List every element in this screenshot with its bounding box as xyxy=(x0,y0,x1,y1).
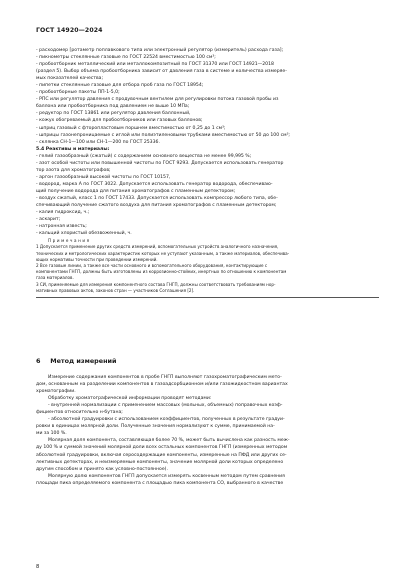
text-line: ми за 100 %. xyxy=(36,431,67,437)
text-line: - азот особой чистоты или повышенной чистоты по ГОСТ 9293. Допускается использовать генератор xyxy=(36,160,284,166)
text-line: баллона или пробоотборника под давлением не выше 10 МПа; xyxy=(36,104,190,110)
text-line: хроматографии. xyxy=(36,389,76,395)
section-divider xyxy=(36,297,379,298)
text-line: - расходомер [ротаметр поплавкового типа или электронный регулятор (измеритель) расхода газа]; xyxy=(36,48,284,53)
text-line: - шприц газовый с фторопластовым поршнем вместимостью от 0,25 до 1 см³; xyxy=(36,125,226,131)
text-line: - пикнометры стеклянные газовые по ГОСТ 22524 вместимостью 100 см³; xyxy=(36,55,216,61)
text-line: лективных детекторах, и неизмеряемые компоненты, значение молярной доли которых определено xyxy=(36,459,284,465)
text-line: - аргон газообразный высокой чистоты по ГОСТ 10157, xyxy=(36,174,171,180)
text-line: спечивающий получение сжатого воздуха для питания хроматографов с пламенным детектором; xyxy=(36,203,277,209)
text-line: - РПС или регулятор давления с продувочным вентилем для регулировки потока газовой пробы из xyxy=(36,97,279,103)
section-heading xyxy=(36,357,116,365)
text-line: - шприцы газонепроницаемые с иглой или полиэтиленовыми трубками вместимостью от 50 до 100 см³; xyxy=(36,132,290,138)
subsection-heading: 5.4 Реактивы и материалы: xyxy=(36,146,110,152)
text-line: Измерение содержания компонентов в пробе ГНГП выполняют газохроматографическим мето- xyxy=(48,375,282,380)
text-line: - кожух обогреваемый для пробоотборников или газовых баллонов; xyxy=(36,118,203,124)
text-line: площади пика определяемого компонента с площадью пика компонента СО, выбранного в качестве xyxy=(36,480,284,486)
text-line: другим способом и принято как условно-постоянное). xyxy=(36,466,168,472)
text-line: щий получение водорода для питания хроматографов с пламенным детектором; xyxy=(36,188,236,194)
text-line: Обработку хроматографической информации проводят методами: xyxy=(48,396,212,402)
text-line: ровки в единицах молярной доли. Полученные значения нормализуют к сумме, принимаемой на- xyxy=(36,424,275,430)
text-line: - абсолютной градуировки с использованием коэффициентов, полученных в результате градуи- xyxy=(48,417,285,423)
text-line: абсолютной градуировки, включая серосодержащие компоненты, измеренные на ПФД или других се- xyxy=(36,452,287,458)
note-line: газа материалов. xyxy=(36,275,74,281)
text-line: (раздел 5). Выбор объема пробоотборника зависит от давления газа в системе и количества измеряе- xyxy=(36,69,287,75)
text-line: - водород, марка А по ГОСТ 3022. Допускается использовать генератор водорода, обеспечиваю- xyxy=(36,181,273,187)
text-line: - пробоотборные пакеты ПП-1-5,0; xyxy=(36,90,120,96)
body-text-top xyxy=(36,47,379,300)
notes-title: Примечания xyxy=(48,238,91,244)
text-line: - кальций хлористый обезвоженный, ч. xyxy=(36,231,132,237)
note-line: мативных правовых актов, законов стран — участников Соглашения [2]. xyxy=(36,287,195,293)
text-line: - гелий газообразный (сжатый) с содержанием основного вещества не менее 99,995 %; xyxy=(36,153,252,159)
note-line: компонентами ГНГП, должны быть изготовлены из коррозионно-стойких, инертных по отношению к компонентам xyxy=(36,269,287,275)
note-line: 2 Все газовые линии, а также все части основного и вспомогательного оборудования, контактирующие с xyxy=(36,263,268,269)
text-line: - калия гидроксид, ч.; xyxy=(36,210,90,216)
notes-block xyxy=(36,238,379,294)
standard-header: ГОСТ 14920—2024 xyxy=(36,27,103,34)
note-line: ющих нормативы точности при проведении измерений. xyxy=(36,256,158,262)
text-line: - пипетки стеклянные газовые для отбора проб газа по ГОСТ 18954; xyxy=(36,83,204,89)
text-line: - склянка СН-1—100 или СН-1—200 по ГОСТ 25336. xyxy=(36,139,160,145)
text-line: - пробоотборник металлический или металлокомпозитный по ГОСТ 31370 или ГОСТ 14921—2018 xyxy=(36,62,274,68)
text-line: фициентов относительно н-бутана; xyxy=(36,410,123,416)
note-line: 1 Допускается применение других средств измерений, вспомогательных устройств аналогичного назначения, xyxy=(36,244,279,250)
text-line: тор азота для хроматографов; xyxy=(36,167,111,173)
text-line: - редуктор по ГОСТ 13861 или регулятор давления баллонный, xyxy=(36,111,191,117)
text-line: Молярную долю компонентов ГНГП допускается измерять косвенным методом путем сравнения xyxy=(48,473,285,479)
page-number: 8 xyxy=(36,564,40,570)
text-line: - воздух сжатый, класс 1 по ГОСТ 17433. Допускается использовать компрессор любого типа, обе- xyxy=(36,195,278,201)
text-line: дом, основанным на разделении компонентов в газоадсорбционном и/или газожидкостном вариантах xyxy=(36,382,288,388)
text-line: мых показателей качества; xyxy=(36,76,104,82)
body-text-bottom xyxy=(36,374,379,487)
section-title: Метод измерений xyxy=(50,357,117,365)
text-line: - аскарит; xyxy=(36,217,61,223)
note-line: 3 СИ, применяемые для измерения компонентного состава ГНГП, должны соответствовать требованиям нор- xyxy=(36,281,276,287)
text-line: ду 100 % и суммой значений молярной доли всех остальных компонентов ГНГП (измеренных методом xyxy=(36,445,288,451)
section-number: 6 xyxy=(36,357,41,365)
text-line: Молярная доля компонента, составляющая более 70 %, может быть вычислена как разность меж- xyxy=(48,438,290,444)
text-line: - внутренней нормализации с применением массовых (мольных, объемных) поправочных коэф- xyxy=(48,403,283,409)
note-line: технических и метрологических характеристик которых не уступают указанным, а также материалов, обеспечива- xyxy=(36,250,290,256)
text-line: - натронная известь; xyxy=(36,224,87,230)
